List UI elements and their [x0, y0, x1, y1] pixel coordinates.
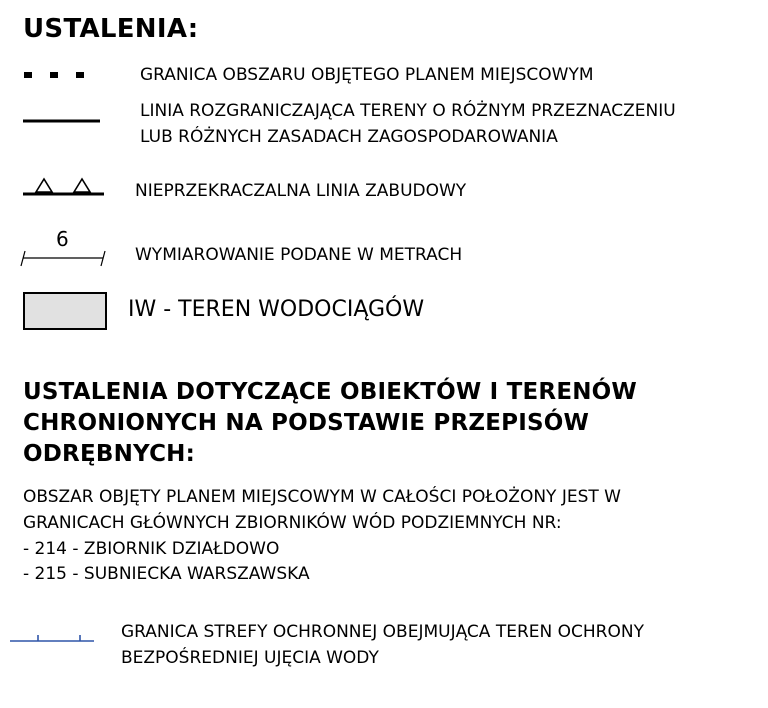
- dimension-value: 6: [56, 227, 69, 251]
- section2-title-line-3: ODRĘBNYCH:: [23, 441, 196, 467]
- section2-title-line-1: USTALENIA DOTYCZĄCE OBIEKTÓW I TERENÓW: [23, 379, 638, 405]
- legend-label-water-works: IW - TEREN WODOCIĄGÓW: [128, 297, 425, 322]
- legend-heading: USTALENIA:: [23, 14, 199, 44]
- section2-paragraph-line-1: OBSZAR OBJĘTY PLANEM MIEJSCOWYM W CAŁOŚCI POŁOŻONY JEST W: [23, 487, 621, 507]
- dashed-boundary-line-icon: [20, 68, 106, 82]
- list-item: - 215 - SUBNIECKA WARSZAWSKA: [23, 564, 310, 584]
- list-item: - 214 - ZBIORNIK DZIAŁDOWO: [23, 539, 280, 559]
- solid-demarcation-line-icon: [20, 116, 106, 126]
- section2-paragraph-line-2: GRANICACH GŁÓWNYCH ZBIORNIKÓW WÓD PODZIEMNYCH NR:: [23, 513, 562, 533]
- section2-title-line-2: CHRONIONYCH NA PODSTAWIE PRZEPISÓW: [23, 410, 590, 436]
- water-works-area-swatch: [23, 292, 107, 330]
- legend-label-plan-boundary: GRANICA OBSZARU OBJĘTEGO PLANEM MIEJSCOWYM: [140, 65, 594, 85]
- legend-label-dimension: WYMIAROWANIE PODANE W METRACH: [135, 245, 463, 265]
- building-line-triangles-icon: [20, 174, 110, 202]
- legend-label-demarcation-line-1: LINIA ROZGRANICZAJĄCA TERENY O RÓŻNYM PRZEZNACZENIU: [140, 101, 676, 121]
- legend-label-demarcation-line-2: LUB RÓŻNYCH ZASADACH ZAGOSPODAROWANIA: [140, 127, 558, 147]
- protection-zone-label-line-2: BEZPOŚREDNIEJ UJĘCIA WODY: [121, 648, 379, 668]
- protection-zone-label-line-1: GRANICA STREFY OCHRONNEJ OBEJMUJĄCA TEREN OCHRONY: [121, 622, 644, 642]
- legend-label-building-line: NIEPRZEKRACZALNA LINIA ZABUDOWY: [135, 181, 467, 201]
- protection-zone-boundary-icon: [8, 630, 98, 646]
